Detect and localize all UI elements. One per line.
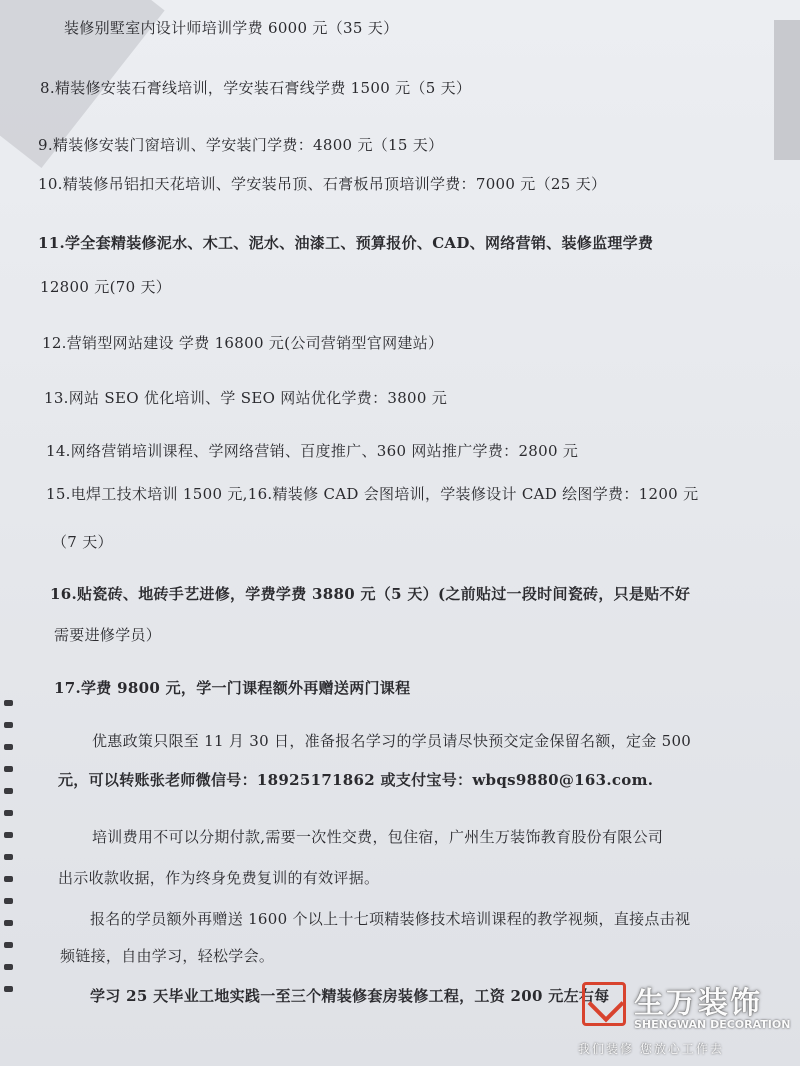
line-11-cont: 12800 元(70 天）: [40, 278, 172, 296]
line-14: 14.网络营销培训课程、学网络营销、百度推广、360 网站推广学费：2800 元: [46, 442, 579, 460]
line-11: 11.学全套精装修泥水、木工、泥水、油漆工、预算报价、CAD、网络营销、装修监理学费: [38, 234, 654, 252]
bonus-line-2: 频链接，自由学习，轻松学会。: [60, 947, 275, 965]
practice-line: 学习 25 天毕业工地实践一至三个精装修套房装修工程，工资 200 元左右每: [90, 987, 610, 1005]
watermark-english: SHENGWAN DECORATION: [634, 1018, 791, 1031]
payment-line-1: 培训费用不可以分期付款,需要一次性交费，包住宿，广州生万装饰教育股份有限公司: [92, 828, 664, 846]
line-15: 15.电焊工技术培训 1500 元,16.精装修 CAD 会图培训，学装修设计 CAD 绘图学费：1200 元: [46, 485, 699, 503]
line-7: 装修别墅室内设计师培训学费 6000 元（35 天）: [64, 19, 399, 37]
watermark-name: 生万装饰: [634, 986, 762, 1021]
company-logo-icon: [582, 982, 626, 1026]
line-16: 16.贴瓷砖、地砖手艺进修，学费学费 3880 元（5 天）(之前贴过一段时间瓷砖，只是贴不好: [50, 585, 691, 603]
line-17: 17.学费 9800 元，学一门课程额外再赠送两门课程: [54, 679, 411, 697]
line-9: 9.精装修安装门窗培训、学安装门学费：4800 元（15 天）: [38, 136, 444, 154]
edge-mark: [774, 20, 800, 160]
policy-line-1: 优惠政策只限至 11 月 30 日，准备报名学习的学员请尽快预交定金保留名额，定金 500: [92, 732, 692, 750]
company-watermark: [578, 978, 794, 1060]
line-16-cont: 需要进修学员）: [54, 626, 162, 644]
policy-line-2: 元，可以转账张老师微信号：18925171862 或支付宝号：wbqs9880@163.com.: [58, 771, 654, 789]
line-13: 13.网站 SEO 优化培训、学 SEO 网站优化学费：3800 元: [44, 389, 448, 407]
line-15-cont: （7 天）: [52, 533, 113, 551]
binding-holes: [4, 700, 18, 1008]
bonus-line-1: 报名的学员额外再赠送 1600 个以上十七项精装修技术培训课程的教学视频，直接点击视: [90, 910, 691, 928]
line-10: 10.精装修吊铝扣天花培训、学安装吊顶、石膏板吊顶培训学费：7000 元（25 天）: [38, 175, 607, 193]
payment-line-2: 出示收款收据，作为终身免费复训的有效评据。: [58, 869, 380, 887]
watermark-slogan: 我们装修 您放心工作去: [578, 1042, 724, 1056]
line-8: 8.精装修安装石膏线培训，学安装石膏线学费 1500 元（5 天）: [40, 79, 472, 97]
line-12: 12.营销型网站建设 学费 16800 元(公司营销型官网建站）: [42, 334, 444, 352]
